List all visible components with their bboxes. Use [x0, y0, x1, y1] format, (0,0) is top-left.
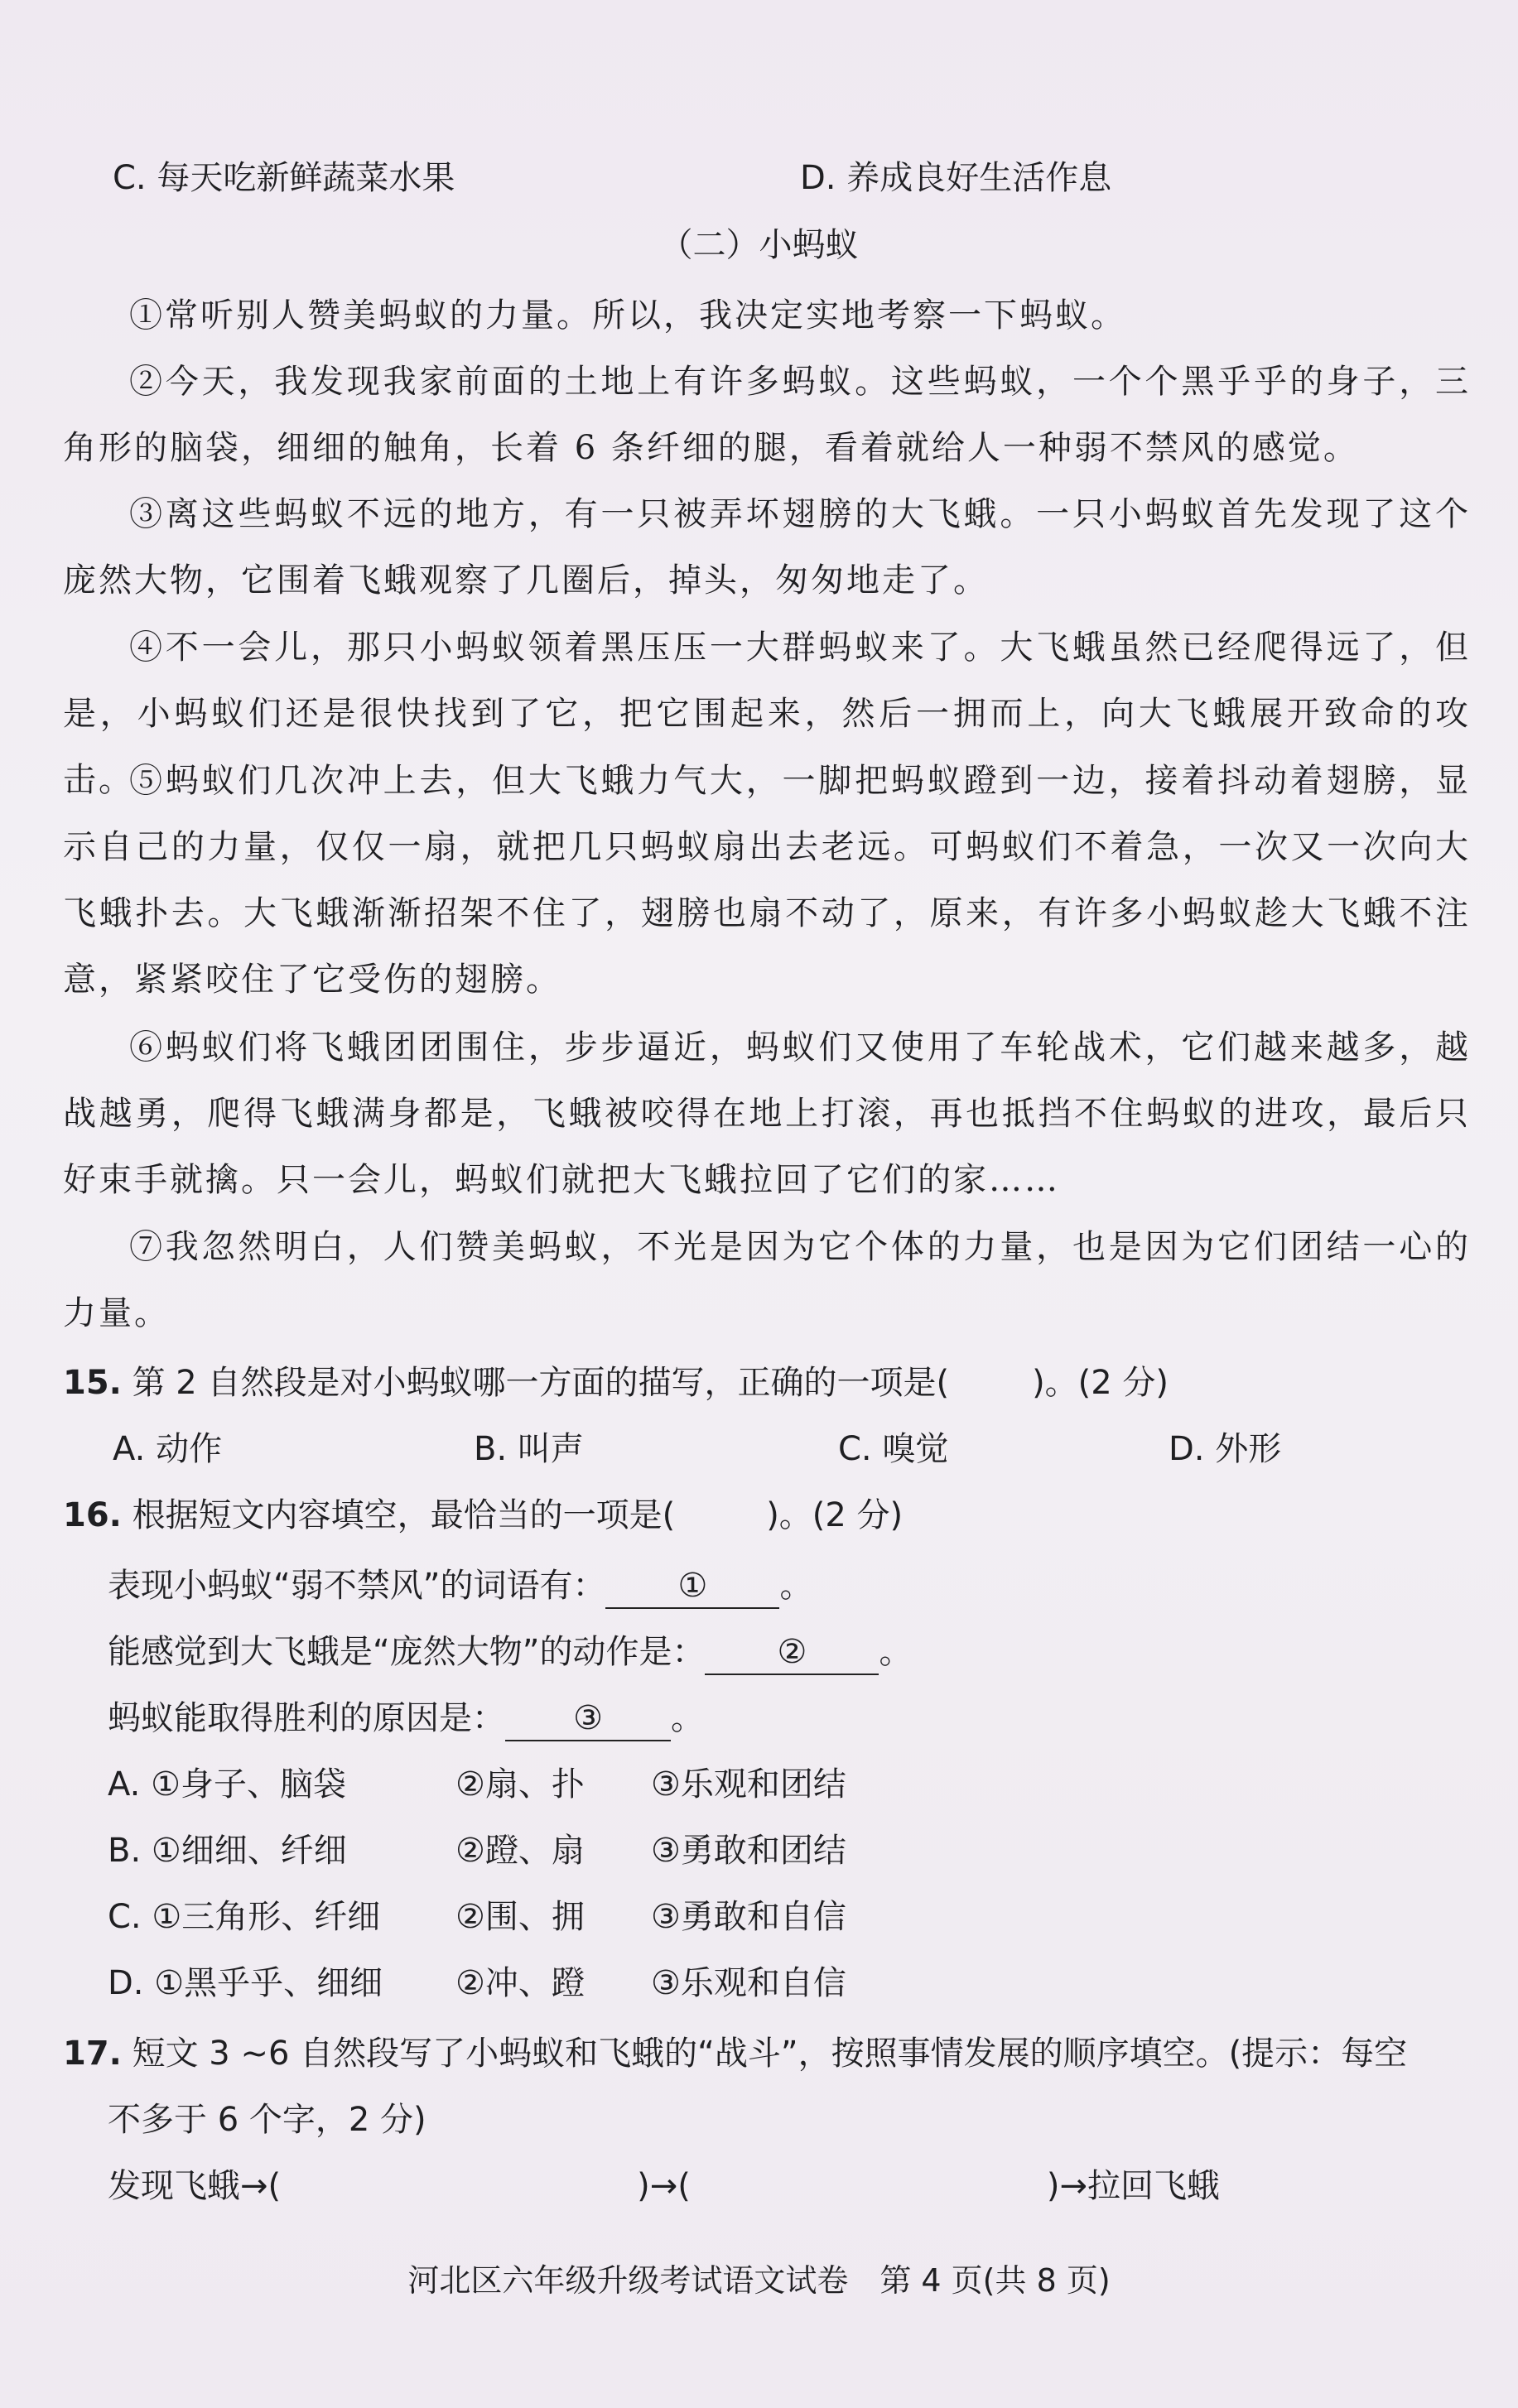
question-16-option-d-part-2: ②冲、蹬 — [455, 1964, 585, 2002]
question-16-option-d[interactable]: D. ①黑乎乎、细细 — [108, 1964, 383, 2002]
section-title: （二）小蚂蚁 — [659, 226, 859, 264]
flow-end: )→拉回飞蛾 — [1046, 2167, 1220, 2205]
passage-paragraph-3: ③离这些蚂蚁不远的地方，有一只被弄坏翅膀的大飞蛾。一只小蚂蚁首先发现了这个庞然大物，它围着飞蛾观察了几圈后，掉头，匆匆地走了。 — [63, 495, 1471, 600]
fill-line-2-label: 能感觉到大飞蛾是“庞然大物”的动作是： — [108, 1633, 706, 1671]
question-15-option-d[interactable]: D. 外形 — [1169, 1430, 1282, 1468]
question-16-option-a[interactable]: A. ①身子、脑袋 — [108, 1765, 346, 1804]
question-15-option-b[interactable]: B. 叫声 — [474, 1430, 584, 1468]
question-16-option-b-part-2: ②蹬、扇 — [455, 1832, 585, 1870]
question-15-text: 第 2 自然段是对小蚂蚁哪一方面的描写，正确的一项是( — [132, 1364, 950, 1402]
fill-line-1-end: 。 — [779, 1567, 813, 1605]
fill-line-2-end: 。 — [879, 1633, 913, 1671]
flow-mid: )→( — [637, 2167, 691, 2205]
passage-paragraph-1: ①常听别人赞美蚂蚁的力量。所以，我决定实地考察一下蚂蚁。 — [129, 296, 1126, 335]
question-16-score: )。(2 分) — [766, 1496, 904, 1534]
question-16-option-a-part-2: ②扇、扑 — [455, 1765, 585, 1804]
question-15 — [63, 1358, 1169, 1408]
question-16-option-c-part-3: ③勇敢和自信 — [651, 1898, 846, 1936]
question-17-number: 17. — [63, 2035, 122, 2073]
fill-line-3-label: 蚂蚁能取得胜利的原因是： — [108, 1699, 505, 1737]
prev-option-d: D. 养成良好生活作息 — [800, 159, 1112, 197]
question-15-option-c[interactable]: C. 嗅觉 — [838, 1430, 949, 1468]
question-16-option-a-part-3: ③乐观和团结 — [651, 1765, 846, 1804]
fill-line-3-end: 。 — [671, 1699, 704, 1737]
flow-start: 发现飞蛾→( — [108, 2167, 282, 2205]
question-16-option-c[interactable]: C. ①三角形、纤细 — [108, 1898, 381, 1936]
page-footer: 河北区六年级升级考试语文试卷 第 4 页(共 8 页) — [407, 2262, 1111, 2299]
question-16-option-c-part-2: ②围、拥 — [455, 1898, 585, 1936]
fill-blank-1[interactable]: ① — [605, 1564, 779, 1609]
question-16-option-d-part-3: ③乐观和自信 — [651, 1964, 846, 2002]
question-16-number: 16. — [63, 1496, 122, 1534]
question-16-fill-line-2 — [108, 1627, 912, 1677]
passage-paragraph-2: ②今天，我发现我家前面的土地上有许多蚂蚁。这些蚂蚁，一个个黑乎乎的身子，三角形的脑袋，细细的触角，长着 6 条纤细的腿，看着就给人一种弱不禁风的感觉。 — [63, 363, 1471, 467]
question-16-text: 根据短文内容填空，最恰当的一项是( — [132, 1496, 676, 1534]
prev-option-c: C. 每天吃新鲜蔬菜水果 — [113, 159, 455, 197]
question-16-fill-line-3 — [108, 1693, 704, 1743]
fill-blank-3[interactable]: ③ — [505, 1697, 671, 1741]
passage-paragraph-5: ⑤蚂蚁们几次冲上去，但大飞蛾力气大，一脚把蚂蚁蹬到一边，接着抖动着翅膀，显示自己的力量，仅仅一扇，就把几只蚂蚁扇出去老远。可蚂蚁们不着急，一次又一次向大飞蛾扑去。大飞蛾渐渐招架不住了，翅膀也扇不动了，原来，有许多小蚂蚁趁大飞蛾不注意，紧紧咬住了它受伤的翅膀。 — [63, 762, 1471, 999]
passage-paragraph-4: ④不一会儿，那只小蚂蚁领着黑压压一大群蚂蚁来了。大飞蛾虽然已经爬得远了，但是，小蚂蚁们还是很快找到了它，把它围起来，然后一拥而上，向大飞蛾展开致命的攻击。 — [63, 628, 1471, 799]
question-17-text-line-2: 不多于 6 个字，2 分) — [108, 2101, 426, 2139]
question-17-flow — [108, 2161, 1220, 2211]
question-16-option-b-part-3: ③勇敢和团结 — [651, 1832, 846, 1870]
question-15-score: )。(2 分) — [1032, 1364, 1169, 1402]
fill-line-1-label: 表现小蚂蚁“弱不禁风”的词语有： — [108, 1567, 606, 1605]
question-16 — [63, 1491, 903, 1540]
fill-blank-2[interactable]: ② — [705, 1630, 879, 1675]
passage-paragraph-7: ⑦我忽然明白，人们赞美蚂蚁，不光是因为它个体的力量，也是因为它们团结一心的力量。 — [63, 1228, 1471, 1332]
question-15-option-a[interactable]: A. 动作 — [113, 1430, 223, 1468]
passage-paragraph-6: ⑥蚂蚁们将飞蛾团团围住，步步逼近，蚂蚁们又使用了车轮战术，它们越来越多，越战越勇，爬得飞蛾满身都是，飞蛾被咬得在地上打滚，再也抵挡不住蚂蚁的进攻，最后只好束手就擒。只一会儿，蚂蚁们就把大飞蛾拉回了它们的家…… — [63, 1028, 1471, 1199]
question-17-text-line-1: 短文 3 ~6 自然段写了小蚂蚁和飞蛾的“战斗”，按照事情发展的顺序填空。(提示：每空 — [132, 2035, 1408, 2073]
question-16-fill-line-1 — [108, 1561, 812, 1611]
question-17 — [63, 2029, 1407, 2078]
question-16-option-b[interactable]: B. ①细细、纤细 — [108, 1832, 347, 1870]
question-15-number: 15. — [63, 1364, 122, 1402]
